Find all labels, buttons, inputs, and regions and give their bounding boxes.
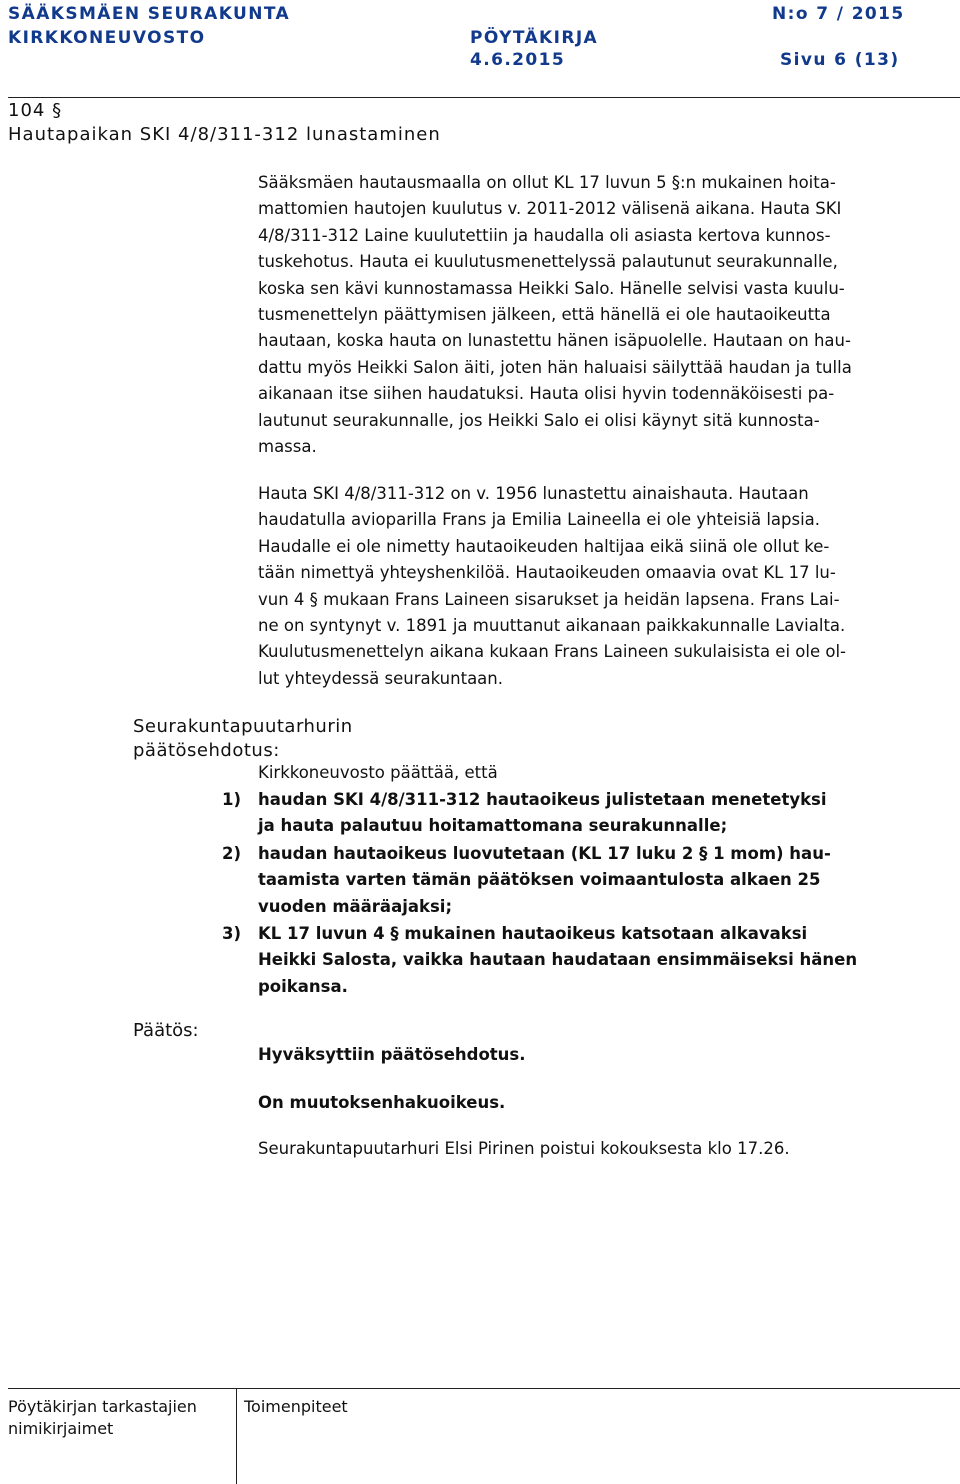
text-line: poikansa. — [258, 976, 348, 996]
document-number: N:o 7 / 2015 — [772, 4, 905, 24]
footer-actions-label: Toimenpiteet — [244, 1397, 348, 1416]
footer-initials-label: nimikirjaimet — [8, 1419, 114, 1438]
text-line: taamista varten tämän päätöksen voimaantulosta alkaen 25 — [258, 870, 821, 890]
proposal-item-3-number — [222, 921, 241, 947]
proposal-item-2 — [258, 841, 831, 920]
text-line: koska sen kävi kunnostamassa Heikki Salo. Hänelle selvisi vasta kuulu- — [258, 278, 845, 298]
item-number: 1) — [222, 790, 242, 809]
text-line: ne on syntynyt v. 1891 ja muuttanut aikanaan paikkakunnalle Lavialta. — [258, 615, 846, 635]
proposal-item-1-number — [222, 787, 241, 813]
paragraph-grave-details — [258, 481, 846, 692]
text-line: tuskehotus. Hauta ei kuulutusmenettelyssä palautunut seurakunnalle, — [258, 252, 838, 272]
governing-body: KIRKKONEUVOSTO — [8, 28, 206, 48]
text-line: Kuulutusmenettelyn aikana kukaan Frans Laineen sukulaisista ei ole ol- — [258, 642, 846, 662]
text-line: vuoden määräajaksi; — [258, 896, 453, 916]
text-line: lautunut seurakunnalle, jos Heikki Salo ei olisi käynyt sitä kunnosta- — [258, 410, 820, 430]
paragraph-background — [258, 170, 852, 460]
text-line: dattu myös Heikki Salon äiti, joten hän haluaisi säilyttää haudan ja tulla — [258, 357, 852, 377]
section-number: 104 § — [8, 100, 63, 121]
text-line: haudatulla avioparilla Frans ja Emilia Laineella ei ole yhteisiä lapsia. — [258, 510, 821, 530]
text-line: mattomien hautojen kuulutus v. 2011-2012 välisenä aikana. Hauta SKI — [258, 199, 842, 219]
decision-text: Hyväksyttiin päätösehdotus. — [258, 1045, 526, 1064]
text-line: haudan SKI 4/8/311-312 hautaoikeus julistetaan menetetyksi — [258, 790, 827, 809]
proposal-intro — [258, 760, 498, 786]
appeal-text: On muutoksenhakuoikeus. — [258, 1093, 506, 1112]
text-line: tään nimettyä yhteyshenkilöä. Hautaoikeuden omaavia ovat KL 17 lu- — [258, 563, 836, 583]
meeting-date: 4.6.2015 — [470, 50, 566, 70]
item-number: 3) — [222, 924, 242, 943]
note-text: Seurakuntapuutarhuri Elsi Pirinen poistui kokouksesta klo 17.26. — [258, 1139, 790, 1158]
text-line: Heikki Salosta, vaikka hautaan haudataan ensimmäiseksi hänen — [258, 950, 858, 970]
document-type: PÖYTÄKIRJA — [470, 28, 599, 48]
text-line: aikanaan itse siihen haudatuksi. Hauta olisi hyvin todennäköisesti pa- — [258, 384, 835, 404]
org-name: SÄÄKSMÄEN SEURAKUNTA — [8, 4, 291, 24]
appeal-right — [258, 1090, 505, 1116]
proposal-item-1 — [258, 787, 827, 840]
section-title: Hautapaikan SKI 4/8/311-312 lunastaminen — [8, 124, 441, 145]
text-line: KL 17 luvun 4 § mukainen hautaoikeus katsotaan alkavaksi — [258, 924, 808, 943]
text-line: tusmenettelyn päättymisen jälkeen, että hänellä ei ole hautaoikeutta — [258, 304, 831, 324]
footer-reviewers-label: Pöytäkirjan tarkastajien — [8, 1397, 197, 1416]
decision-approved — [258, 1042, 526, 1068]
proposal-label: päätösehdotus: — [133, 740, 280, 761]
page-number: Sivu 6 (13) — [780, 50, 900, 70]
item-number: 2) — [222, 844, 242, 863]
header-divider — [8, 97, 960, 98]
text-line: massa. — [258, 436, 317, 456]
text-line: vun 4 § mukaan Frans Laineen sisarukset ja heidän lapsena. Frans Lai- — [258, 589, 840, 609]
text-line: lut yhteydessä seurakuntaan. — [258, 668, 503, 688]
proposal-label: Seurakuntapuutarhurin — [133, 716, 353, 737]
footer-divider — [8, 1388, 960, 1389]
decision-note — [258, 1136, 790, 1162]
text-line: hautaan, koska hauta on lunastettu hänen isäpuolelle. Hautaan on hau- — [258, 331, 851, 351]
proposal-intro-text: Kirkkoneuvosto päättää, että — [258, 763, 498, 782]
footer-column-divider — [236, 1388, 237, 1484]
text-line: Hauta SKI 4/8/311-312 on v. 1956 lunastettu ainaishauta. Hautaan — [258, 484, 809, 503]
proposal-item-3 — [258, 921, 857, 1000]
text-line: Sääksmäen hautausmaalla on ollut KL 17 luvun 5 §:n mukainen hoita- — [258, 173, 836, 192]
text-line: 4/8/311-312 Laine kuulutettiin ja haudalla oli asiasta kertova kunnos- — [258, 225, 831, 245]
text-line: Haudalle ei ole nimetty hautaoikeuden haltijaa eikä siinä ole ollut ke- — [258, 536, 830, 556]
decision-label: Päätös: — [133, 1020, 199, 1041]
text-line: haudan hautaoikeus luovutetaan (KL 17 luku 2 § 1 mom) hau- — [258, 844, 831, 863]
proposal-item-2-number — [222, 841, 241, 867]
text-line: ja hauta palautuu hoitamattomana seurakunnalle; — [258, 816, 728, 836]
